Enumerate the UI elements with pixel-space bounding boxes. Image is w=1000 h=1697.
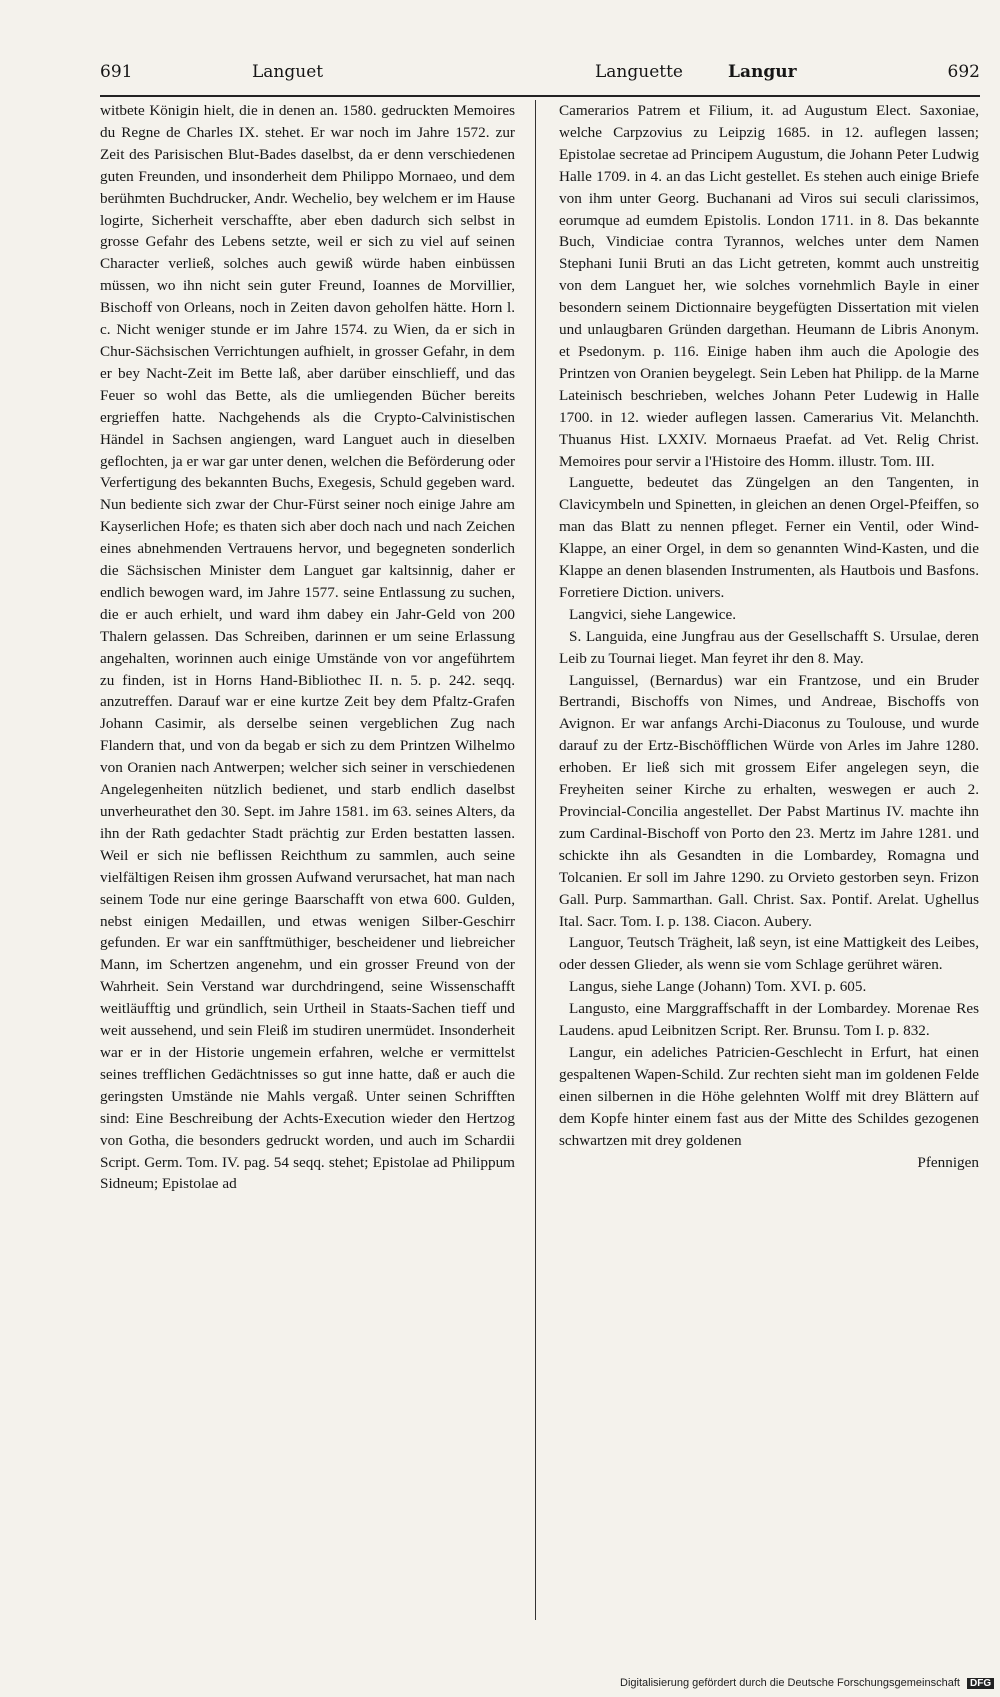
entry-languissel: Languissel, (Bernardus) war ein Frantzose, und ein Bruder Bertrandi, Bischoffs von Nimes, und Andreae, Bischoffs von Avignon. Er war anfangs Archi-Diaconus zu Toulouse, und wurde darauf zu der Ertz-Bischöfflichen Würde von Arles im Jahre 1280. erhoben. Er ließ sich mit grossem Eifer angelegen seyn, die Freyheiten seiner Kirche zu erhalten, weswegen er auch 2. Provincial-Concilia angestellet. Der Pabst Martinus IV. machte ihn zum Cardinal-Bischoff von Porto den 23. Mertz im Jahre 1281. und schickte ihn als Gesandten in die Lombardey, Romagna und Tolcanien. Er soll im Jahre 1290. zu Orvieto gestorben seyn. Frizon Gall. Purp. Sammarthan. Gall. Christ. Sax. Pontif. Arelat. Ughellus Ital. Sacr. Tom. I. p. 138. Ciacon. Aubery. [559,671,979,930]
header-rule [100,95,980,97]
entry-langvici: Langvici, siehe Langewice. [569,605,736,623]
left-page-number: 691 [100,62,133,82]
running-header [100,62,980,92]
left-column-text: witbete Königin hielt, die in denen an. 1580. gedruckten Memoires du Regne de Charles IX. stehet. Er war noch im Jahre 1572. zur Zeit des Parisischen Blut-Bades daselbst, da er denn verschiedenen guten Freunden, und insonderheit dem Philippo Mornaeo, und dem berühmten Buchdrucker, Andr. Wechelio, bey welchem er im Hause logirte, Sicherheit verschaffte, aber eben dadurch sich selbst in grosse Gefahr des Lebens setzte, weil er sich zu viel auf seinen Character verließ, solches auch gewiß würde haben einbüssen müssen, wo ihn nicht sein guter Freund, Ioannes de Morvillier, Bischoff von Orleans, noch in Zeiten davon geholfen hätte. Horn l. c. Nicht weniger stunde er im Jahre 1574. zu Wien, da er sich in Chur-Sächsischen Verrichtungen aufhielt, in grosser Gefahr, in dem er bey Nacht-Zeit im Bette laß, aber darüber einschlieff, und das Feuer so wohl das Bette, als die umliegenden Bücher bereits ergrieffen hatte. Nachgehends als die Crypto-Calvinistischen Händel in Sachsen angiengen, ward Languet auch in dieselben geflochten, ja er war gar unter denen, welchen die Beförderung oder Verfertigung des bekannten Buchs, Exegesis, Schuld gegeben ward. Nun bediente sich zwar der Chur-Fürst seiner noch einige Jahre am Kayserlichen Hofe; es thaten sich aber doch nach und nach Zeichen eines abnehmenden Vertrauens hervor, und begegneten sonderlich die Sächsischen Minister dem Languet gar kaltsinnig, daher er endlich bewogen ward, im Jahre 1577. seine Entlassung zu suchen, die er auch erhielt, und ward ihm dabey ein Jahr-Geld von 200 Thalern gelassen. Das Schreiben, darinnen er um seine Erlassung angehalten, worinnen auch einige Umstände von vor angeführtem zu finden, ist in Horns Hand-Bibliothec II. n. 5. p. 242. seqq. anzutreffen. Darauf war er eine kurtze Zeit bey dem Pfaltz-Grafen Johann Casimir, als derselbe seinen vergeblichen Zug nach Flandern that, und von da begab er sich zu dem Printzen Wilhelmo von Oranien nach Antwerpen; welcher sich seiner in verschiedenen Angelegenheiten nützlich bedienet, und starb endlich daselbst unverheurathet den 30. Sept. im Jahre 1581. im 63. seines Alters, da ihn der Rath gedachter Stadt prächtig zur Erden bestatten lassen. Weil er sich nie beflissen Reichthum zu sammlen, auch seine vielfältigen Reisen ihm grossen Aufwand verursachet, hat man nach seinem Tode nur eine geringe Baarschafft von etwa 600. Gulden, nebst einigen Medaillen, und etwas wenigen Silber-Geschirr gefunden. Er war ein sanfftmüthiger, bescheidener und liebreicher Mann, im Schertzen angenehm, und ein grosser Freund von der Wahrheit. Sein Verstand war durchdringend, seine Wissenschafft weitläufftig und gründlich, sein Urtheil in Staats-Sachen tieff und weit aussehend, und sein Fleiß im studiren unermüdet. Insonderheit war er in der Historie ungemein erfahren, welche er vermittelst seines trefflichen Gedächtnisses so gut inne hatte, daß er auch die geringsten Umstände nie Mahls vergaß. Unter seinen Schrifften sind: Eine Beschreibung der Achts-Execution wieder den Hertzog von Gotha, die besonders gedruckt worden, und auch im Schardii Script. Germ. Tom. IV. pag. 54 seqq. stehet; Epistolae ad Philippum Sidneum; Epistolae ad [100,102,515,1193]
entry-languida: S. Languida, eine Jungfrau aus der Gesellschafft S. Ursulae, deren Leib zu Tournai lieget. Man feyret ihr den 8. May. [559,627,979,667]
entry-languet-continued: Camerarios Patrem et Filium, it. ad Augustum Elect. Saxoniae, welche Carpzovius zu Leipzig 1685. in 12. auflegen lassen; Epistolae secretae ad Principem Augustum, die Johann Peter Ludwig Halle 1709. in 4. an das Licht gestellet. Es stehen auch einige Briefe von ihm unter Georg. Buchanani ad Viros sui seculi clarissimos, eorumque ad eumdem Epistolis. London 1711. in 8. Das bekannte Buch, Vindiciae contra Tyrannos, welches unter dem Namen Stephani Iunii Bruti an das Licht getreten, kommt auch unstreitig von dem Languet her, wie solches vornehmlich Bayle in einer besondern seinem Dictionnaire beygefügten Dissertation mit vielen und unlaugbaren Gründen dargethan. Heumann de Libris Anonym. et Psedonym. p. 116. Einige haben ihm auch die Apologie des Printzen von Oranien beygelegt. Sein Leben hat Philipp. de la Marne Lateinisch beschrieben, welches Johann Peter Ludewig in Halle 1700. in 12. wieder auflegen lassen. Camerarius Vit. Melanchth. Thuanus Hist. LXXIV. Mornaeus Praefat. ad Vet. Relig Christ. Memoires pour servir a l'Histoire des Homm. illustr. Tom. III. [559,102,979,470]
digitization-credit [620,1677,994,1689]
right-page-number: 692 [947,62,980,82]
dfg-logo: DFG [967,1678,994,1689]
credit-text: Digitalisierung gefördert durch die Deutsche Forschungsgemeinschaft [620,1677,960,1689]
catchword: Pfennigen [917,1153,979,1171]
left-column [100,100,515,1195]
entry-langusto: Langusto, eine Marggraffschafft in der Lombardey. Morenae Res Laudens. apud Leibnitzen Script. Rer. Brunsu. Tom I. p. 832. [559,1000,979,1040]
entry-langur: Langur, ein adeliches Patricien-Geschlecht in Erfurt, hat einen gespaltenen Wapen-Schild. Zur rechten sieht man im goldenen Felde einen silbernen in die Höhe gelehnten Wolff mit drey Blättern auf dem Kopfe hinter einem fast aus der Mitte des Schildes gezogenen schwartzen mit drey goldenen [559,1043,979,1149]
left-running-head: Languet [252,62,324,82]
entry-languor: Languor, Teutsch Trägheit, laß seyn, ist eine Mattigkeit des Leibes, oder dessen Glieder, als wenn sie vom Schlage gerühret wären. [559,934,979,974]
entry-languette: Languette, bedeutet das Züngelgen an den Tangenten, in Clavicymbeln und Spinetten, in gleichen an denen Orgel-Pfeiffen, so man das Blatt zu nennen pfleget. Ferner ein Ventil, oder Wind-Klappe, an einer Orgel, in dem so genannten Wind-Kasten, und die Klappe an denen blasenden Instrumenten, als Hautbois und Basfons. Forretiere Diction. univers. [559,474,979,601]
right-running-head-2: Langur [728,62,797,82]
right-column [559,100,979,1173]
column-divider [535,100,536,1620]
right-running-head-1: Languette [595,62,683,82]
entry-langus: Langus, siehe Lange (Johann) Tom. XVI. p. 605. [569,978,867,996]
